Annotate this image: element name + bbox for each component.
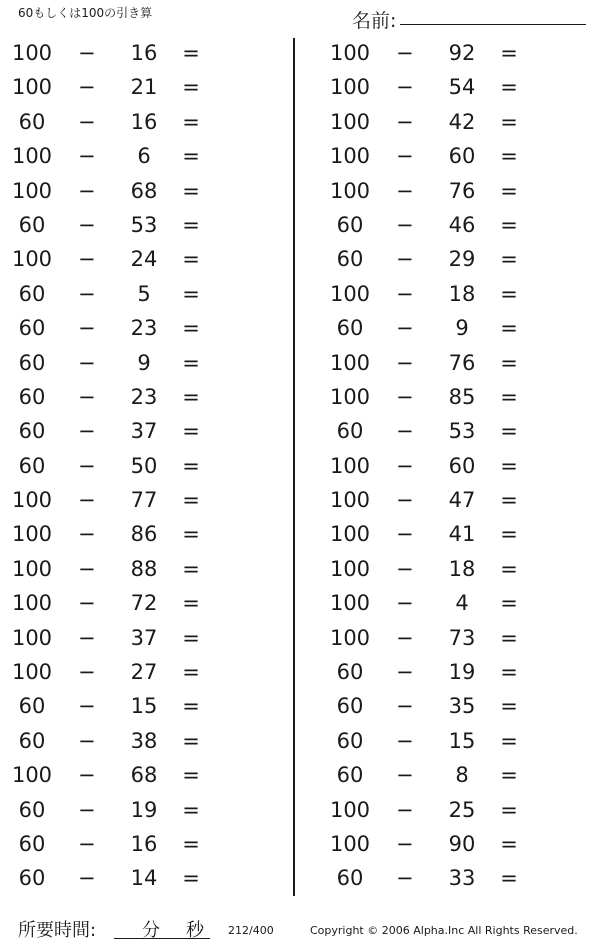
subtrahend: 25 xyxy=(448,797,476,822)
equals-sign: = xyxy=(500,728,518,753)
page-number: 212/400 xyxy=(228,924,274,937)
minuend: 100 xyxy=(329,281,371,306)
problem-row xyxy=(318,553,598,587)
minus-sign: − xyxy=(78,728,96,753)
equals-sign: = xyxy=(182,178,200,203)
problem-row xyxy=(0,484,280,518)
equals-sign: = xyxy=(500,247,518,272)
minus-sign: − xyxy=(78,453,96,478)
problem-row xyxy=(0,690,280,724)
problem-row xyxy=(318,794,598,828)
subtrahend: 90 xyxy=(448,831,476,856)
problem-row xyxy=(0,794,280,828)
minuend: 60 xyxy=(18,212,46,237)
equals-sign: = xyxy=(182,556,200,581)
subtrahend: 38 xyxy=(130,728,158,753)
minus-sign: − xyxy=(78,178,96,203)
minus-sign: − xyxy=(396,556,414,581)
equals-sign: = xyxy=(182,625,200,650)
minuend: 60 xyxy=(336,316,364,341)
minuend: 60 xyxy=(18,350,46,375)
problem-row xyxy=(0,450,280,484)
minuend: 100 xyxy=(329,178,371,203)
subtrahend: 23 xyxy=(130,316,158,341)
equals-sign: = xyxy=(500,212,518,237)
equals-sign: = xyxy=(182,453,200,478)
minuend: 100 xyxy=(329,522,371,547)
problem-row xyxy=(318,862,598,896)
minus-sign: − xyxy=(78,763,96,788)
minus-sign: − xyxy=(78,281,96,306)
equals-sign: = xyxy=(500,453,518,478)
minus-sign: − xyxy=(396,797,414,822)
equals-sign: = xyxy=(182,144,200,169)
name-label: 名前: xyxy=(352,10,397,32)
problem-row xyxy=(0,415,280,449)
equals-sign: = xyxy=(500,866,518,891)
subtrahend: 21 xyxy=(130,75,158,100)
equals-sign: = xyxy=(500,591,518,616)
minus-sign: − xyxy=(78,522,96,547)
equals-sign: = xyxy=(182,281,200,306)
problem-row xyxy=(318,450,598,484)
minus-sign: − xyxy=(396,350,414,375)
subtrahend: 8 xyxy=(455,763,469,788)
minus-sign: − xyxy=(78,694,96,719)
subtrahend: 47 xyxy=(448,488,476,513)
subtrahend: 19 xyxy=(448,660,476,685)
problem-row xyxy=(0,553,280,587)
equals-sign: = xyxy=(500,763,518,788)
equals-sign: = xyxy=(182,763,200,788)
minus-sign: − xyxy=(78,419,96,444)
copyright-notice: Copyright © 2006 Alpha.Inc All Rights Reserved. xyxy=(310,924,578,937)
minus-sign: − xyxy=(396,763,414,788)
minus-sign: − xyxy=(78,41,96,65)
minus-sign: − xyxy=(396,41,414,65)
minus-sign: − xyxy=(396,522,414,547)
minuend: 100 xyxy=(329,41,371,65)
problem-row xyxy=(0,140,280,174)
subtrahend: 50 xyxy=(130,453,158,478)
problem-row xyxy=(0,587,280,621)
minus-sign: − xyxy=(78,212,96,237)
equals-sign: = xyxy=(500,522,518,547)
minus-sign: − xyxy=(78,556,96,581)
problem-row xyxy=(318,243,598,277)
equals-sign: = xyxy=(182,41,200,65)
subtrahend: 19 xyxy=(130,797,158,822)
minuend: 100 xyxy=(329,453,371,478)
subtrahend: 29 xyxy=(448,247,476,272)
equals-sign: = xyxy=(500,41,518,65)
minuend: 100 xyxy=(11,660,53,685)
minus-sign: − xyxy=(396,694,414,719)
minus-sign: − xyxy=(396,866,414,891)
problem-row xyxy=(0,175,280,209)
subtrahend: 77 xyxy=(130,488,158,513)
minus-sign: − xyxy=(396,419,414,444)
worksheet-title: 60もしくは100の引き算 xyxy=(18,6,153,20)
minuend: 100 xyxy=(329,831,371,856)
problem-row xyxy=(0,656,280,690)
minus-sign: − xyxy=(78,591,96,616)
problem-row xyxy=(318,759,598,793)
problem-row xyxy=(318,175,598,209)
minus-sign: − xyxy=(78,384,96,409)
equals-sign: = xyxy=(182,522,200,547)
problem-row xyxy=(318,106,598,140)
equals-sign: = xyxy=(500,384,518,409)
equals-sign: = xyxy=(500,625,518,650)
problem-row xyxy=(318,690,598,724)
subtrahend: 54 xyxy=(448,75,476,100)
seconds-unit: 秒 xyxy=(186,920,204,941)
subtrahend: 72 xyxy=(130,591,158,616)
equals-sign: = xyxy=(500,660,518,685)
minus-sign: − xyxy=(396,453,414,478)
equals-sign: = xyxy=(500,109,518,134)
minuend: 100 xyxy=(329,75,371,100)
problem-row xyxy=(318,415,598,449)
equals-sign: = xyxy=(500,488,518,513)
subtrahend: 14 xyxy=(130,866,158,891)
problem-row xyxy=(0,518,280,552)
problem-row xyxy=(318,347,598,381)
subtrahend: 27 xyxy=(130,660,158,685)
minuend: 100 xyxy=(329,797,371,822)
equals-sign: = xyxy=(500,144,518,169)
equals-sign: = xyxy=(500,831,518,856)
equals-sign: = xyxy=(182,419,200,444)
minus-sign: − xyxy=(78,350,96,375)
equals-sign: = xyxy=(182,728,200,753)
subtrahend: 16 xyxy=(130,41,158,65)
subtrahend: 4 xyxy=(455,591,469,616)
minuend: 60 xyxy=(18,384,46,409)
subtrahend: 53 xyxy=(130,212,158,237)
equals-sign: = xyxy=(182,831,200,856)
problem-row xyxy=(0,37,280,71)
column-divider xyxy=(293,38,295,896)
equals-sign: = xyxy=(182,694,200,719)
minus-sign: − xyxy=(78,831,96,856)
problem-row xyxy=(318,278,598,312)
minus-sign: − xyxy=(396,75,414,100)
problem-row xyxy=(318,71,598,105)
subtrahend: 92 xyxy=(448,41,476,65)
subtrahend: 73 xyxy=(448,625,476,650)
subtrahend: 68 xyxy=(130,763,158,788)
minuend: 60 xyxy=(336,212,364,237)
minuend: 60 xyxy=(18,453,46,478)
subtrahend: 86 xyxy=(130,522,158,547)
problem-row xyxy=(318,484,598,518)
problem-row xyxy=(0,278,280,312)
minus-sign: − xyxy=(396,212,414,237)
problem-row xyxy=(318,725,598,759)
equals-sign: = xyxy=(500,419,518,444)
equals-sign: = xyxy=(182,660,200,685)
subtrahend: 18 xyxy=(448,281,476,306)
subtrahend: 33 xyxy=(448,866,476,891)
subtrahend: 16 xyxy=(130,109,158,134)
problem-row xyxy=(0,725,280,759)
problems-column-left xyxy=(0,37,280,897)
minuend: 100 xyxy=(329,625,371,650)
minuend: 60 xyxy=(336,419,364,444)
minus-sign: − xyxy=(78,247,96,272)
minus-sign: − xyxy=(78,488,96,513)
minus-sign: − xyxy=(396,488,414,513)
minus-sign: − xyxy=(78,797,96,822)
minuend: 100 xyxy=(11,178,53,203)
subtrahend: 60 xyxy=(448,453,476,478)
minuend: 100 xyxy=(329,591,371,616)
subtrahend: 76 xyxy=(448,178,476,203)
minus-sign: − xyxy=(396,316,414,341)
problem-row xyxy=(0,622,280,656)
subtrahend: 37 xyxy=(130,625,158,650)
equals-sign: = xyxy=(182,488,200,513)
subtrahend: 35 xyxy=(448,694,476,719)
subtrahend: 88 xyxy=(130,556,158,581)
minuend: 60 xyxy=(18,694,46,719)
minuend: 100 xyxy=(11,763,53,788)
minus-sign: − xyxy=(78,866,96,891)
minuend: 100 xyxy=(11,75,53,100)
minuend: 100 xyxy=(11,522,53,547)
subtrahend: 60 xyxy=(448,144,476,169)
subtrahend: 37 xyxy=(130,419,158,444)
minus-sign: − xyxy=(396,144,414,169)
problem-row xyxy=(318,622,598,656)
minus-sign: − xyxy=(78,109,96,134)
equals-sign: = xyxy=(182,384,200,409)
problem-row xyxy=(0,209,280,243)
minuend: 60 xyxy=(336,247,364,272)
equals-sign: = xyxy=(500,556,518,581)
equals-sign: = xyxy=(500,694,518,719)
problem-row xyxy=(0,862,280,896)
problem-row xyxy=(318,828,598,862)
minus-sign: − xyxy=(396,281,414,306)
equals-sign: = xyxy=(182,247,200,272)
minus-sign: − xyxy=(396,109,414,134)
subtrahend: 23 xyxy=(130,384,158,409)
minuend: 60 xyxy=(18,419,46,444)
problems-column-right xyxy=(318,37,598,897)
minuend: 100 xyxy=(11,591,53,616)
subtrahend: 53 xyxy=(448,419,476,444)
minuend: 100 xyxy=(11,556,53,581)
problem-row xyxy=(0,828,280,862)
problem-row xyxy=(318,140,598,174)
equals-sign: = xyxy=(500,350,518,375)
minus-sign: − xyxy=(78,660,96,685)
problem-row xyxy=(0,381,280,415)
equals-sign: = xyxy=(182,591,200,616)
minus-sign: − xyxy=(78,625,96,650)
minuend: 60 xyxy=(18,281,46,306)
equals-sign: = xyxy=(182,212,200,237)
minuend: 100 xyxy=(329,556,371,581)
minus-sign: − xyxy=(396,625,414,650)
minus-sign: − xyxy=(396,384,414,409)
minutes-unit: 分 xyxy=(142,920,160,941)
problem-row xyxy=(318,312,598,346)
problem-row xyxy=(0,106,280,140)
problem-row xyxy=(318,37,598,71)
subtrahend: 9 xyxy=(137,350,151,375)
minuend: 100 xyxy=(329,384,371,409)
subtrahend: 15 xyxy=(448,728,476,753)
minuend: 60 xyxy=(18,316,46,341)
minuend: 60 xyxy=(336,660,364,685)
problem-row xyxy=(0,347,280,381)
equals-sign: = xyxy=(182,316,200,341)
problem-row xyxy=(0,71,280,105)
minus-sign: − xyxy=(396,728,414,753)
subtrahend: 6 xyxy=(137,144,151,169)
minus-sign: − xyxy=(396,660,414,685)
minus-sign: − xyxy=(78,75,96,100)
minuend: 100 xyxy=(11,144,53,169)
problem-row xyxy=(318,518,598,552)
problem-row xyxy=(318,587,598,621)
subtrahend: 9 xyxy=(455,316,469,341)
minuend: 60 xyxy=(18,109,46,134)
subtrahend: 76 xyxy=(448,350,476,375)
minuend: 60 xyxy=(18,866,46,891)
equals-sign: = xyxy=(182,797,200,822)
name-field-line xyxy=(400,24,586,25)
minus-sign: − xyxy=(396,178,414,203)
minuend: 100 xyxy=(329,144,371,169)
problem-row xyxy=(0,243,280,277)
subtrahend: 41 xyxy=(448,522,476,547)
time-taken-label: 所要時間: xyxy=(18,920,97,941)
subtrahend: 18 xyxy=(448,556,476,581)
minuend: 100 xyxy=(329,109,371,134)
minuend: 60 xyxy=(336,728,364,753)
subtrahend: 68 xyxy=(130,178,158,203)
minuend: 100 xyxy=(329,350,371,375)
minuend: 100 xyxy=(11,41,53,65)
subtrahend: 16 xyxy=(130,831,158,856)
minuend: 100 xyxy=(11,625,53,650)
equals-sign: = xyxy=(500,75,518,100)
minuend: 60 xyxy=(336,763,364,788)
equals-sign: = xyxy=(500,797,518,822)
minuend: 60 xyxy=(18,797,46,822)
minus-sign: − xyxy=(396,831,414,856)
subtrahend: 42 xyxy=(448,109,476,134)
equals-sign: = xyxy=(500,316,518,341)
minus-sign: − xyxy=(396,591,414,616)
equals-sign: = xyxy=(182,75,200,100)
minus-sign: − xyxy=(78,316,96,341)
minus-sign: − xyxy=(78,144,96,169)
minuend: 60 xyxy=(336,694,364,719)
minus-sign: − xyxy=(396,247,414,272)
minuend: 60 xyxy=(18,831,46,856)
equals-sign: = xyxy=(500,281,518,306)
problem-row xyxy=(318,381,598,415)
subtrahend: 24 xyxy=(130,247,158,272)
minuend: 100 xyxy=(11,488,53,513)
minuend: 60 xyxy=(18,728,46,753)
equals-sign: = xyxy=(500,178,518,203)
minuend: 100 xyxy=(11,247,53,272)
minuend: 60 xyxy=(336,866,364,891)
problem-row xyxy=(0,312,280,346)
subtrahend: 46 xyxy=(448,212,476,237)
subtrahend: 5 xyxy=(137,281,151,306)
equals-sign: = xyxy=(182,866,200,891)
subtrahend: 15 xyxy=(130,694,158,719)
equals-sign: = xyxy=(182,350,200,375)
subtrahend: 85 xyxy=(448,384,476,409)
problem-row xyxy=(318,656,598,690)
problem-row xyxy=(318,209,598,243)
equals-sign: = xyxy=(182,109,200,134)
minuend: 100 xyxy=(329,488,371,513)
problem-row xyxy=(0,759,280,793)
